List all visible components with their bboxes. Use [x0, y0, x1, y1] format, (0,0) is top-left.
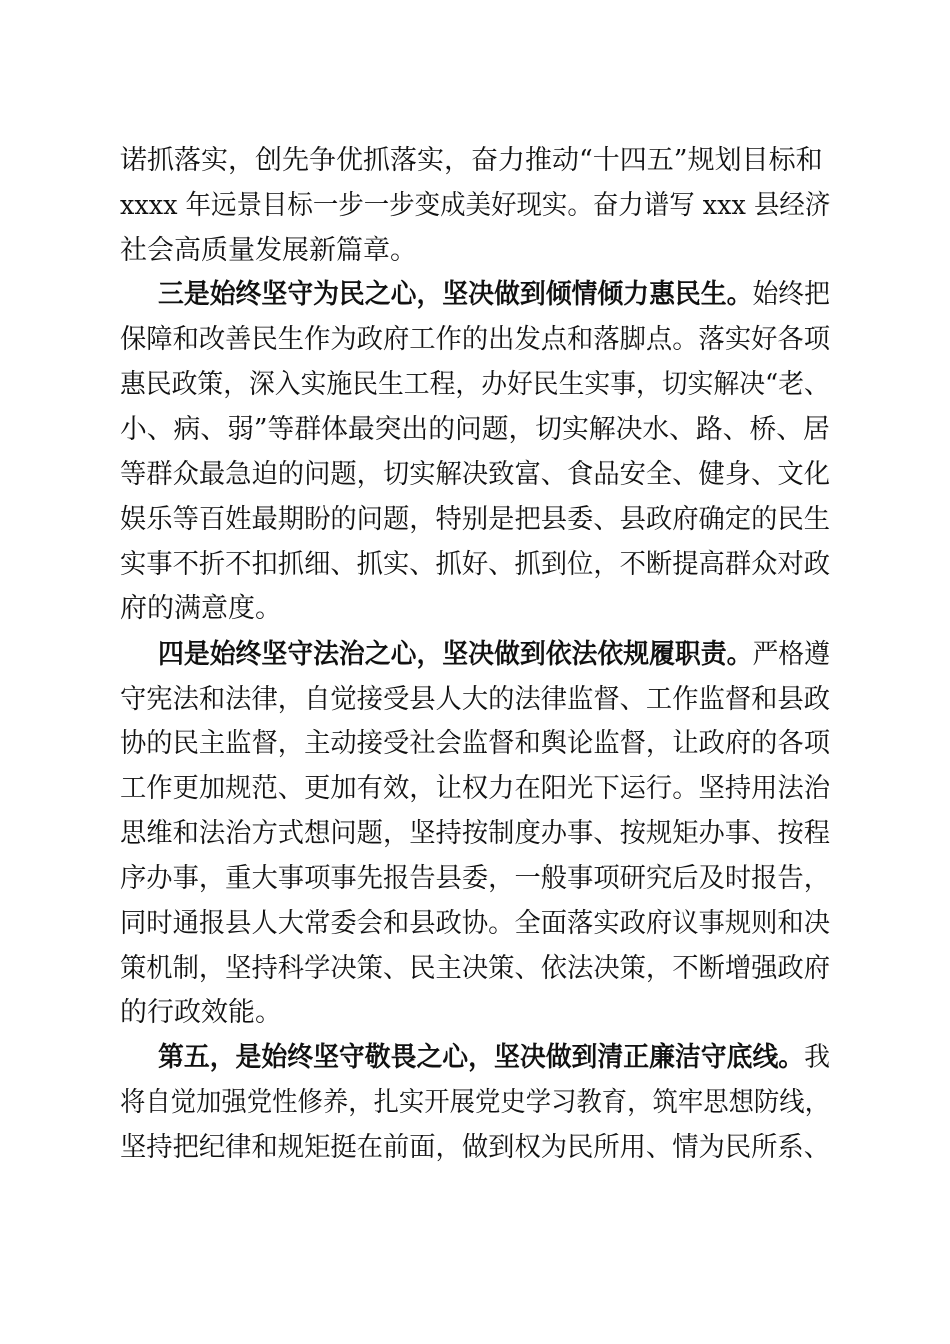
text-span: 序办事，重大事项事先报告县委，一般事项研究后及时报告， [120, 863, 830, 894]
text-span: 守宪法和法律，自觉接受县人大的法律监督、工作监督和县政 [120, 684, 830, 715]
text-span: 等群众最急迫的问题，切实解决致富、食品安全、健身、文化 [120, 459, 830, 490]
paragraph-heading-line [158, 1043, 830, 1073]
text-span: 保障和改善民生作为政府工作的出发点和落脚点。落实好各项 [120, 324, 830, 355]
text-line [120, 325, 830, 355]
text-span: 诺抓落实，创先争优抓落实，奋力推动“十四五”规划目标和 [120, 145, 823, 176]
text-line [120, 550, 830, 580]
text-line [120, 594, 282, 624]
text-line [120, 415, 830, 445]
text-line [120, 370, 830, 400]
text-line [120, 236, 417, 266]
paragraph-heading: 第五，是始终坚守敬畏之心，坚决做到清正廉洁守底线。 [158, 1042, 805, 1073]
text-line [120, 864, 830, 894]
text-span: 坚持把纪律和规矩挺在前面，做到权为民所用、情为民所系、 [120, 1132, 830, 1163]
text-line [120, 998, 282, 1028]
text-line [120, 460, 830, 490]
paragraph-heading: 四是始终坚守法治之心，坚决做到依法依规履职责。 [158, 639, 753, 670]
text-span: 思维和法治方式想问题，坚持按制度办事、按规矩办事、按程 [120, 818, 830, 849]
text-span: 将自觉加强党性修养，扎实开展党史学习教育，筑牢思想防线， [120, 1087, 830, 1118]
text-span: 娱乐等百姓最期盼的问题，特别是把县委、县政府确定的民生 [120, 504, 830, 535]
text-line [120, 146, 823, 176]
text-line [120, 819, 830, 849]
paragraph-heading-line [158, 640, 830, 670]
text-line [120, 191, 830, 221]
text-line [120, 685, 830, 715]
text-span: 同时通报县人大常委会和县政协。全面落实政府议事规则和决 [120, 908, 830, 939]
text-span: 府的满意度。 [120, 593, 282, 624]
text-span: 的行政效能。 [120, 997, 282, 1028]
text-line [120, 909, 830, 939]
text-span: 惠民政策，深入实施民生工程，办好民生实事，切实解决“老、 [120, 369, 830, 400]
text-line [120, 954, 830, 984]
text-span: 策机制，坚持科学决策、民主决策、依法决策，不断增强政府 [120, 953, 830, 984]
paragraph-heading: 三是始终坚守为民之心，坚决做到倾情倾力惠民生。 [158, 279, 753, 310]
text-line [120, 1088, 830, 1118]
text-span: 小、病、弱”等群体最突出的问题，切实解决水、路、桥、居 [120, 414, 830, 445]
paragraph-heading-line [158, 280, 830, 310]
text-span: 工作更加规范、更加有效，让权力在阳光下运行。坚持用法治 [120, 773, 830, 804]
text-line [120, 774, 830, 804]
text-span: 社会高质量发展新篇章。 [120, 235, 417, 266]
text-line [120, 505, 830, 535]
text-line [120, 729, 830, 759]
text-span: 我 [804, 1042, 830, 1073]
text-span: 协的民主监督，主动接受社会监督和舆论监督，让政府的各项 [120, 728, 830, 759]
text-span: 始终把 [752, 279, 830, 310]
text-line [120, 1133, 830, 1163]
text-span: 实事不折不扣抓细、抓实、抓好、抓到位，不断提高群众对政 [120, 549, 830, 580]
text-span: 严格遵 [752, 639, 830, 670]
text-span: xxxx 年远景目标一步一步变成美好现实。奋力谱写 xxx 县经济 [120, 190, 831, 221]
